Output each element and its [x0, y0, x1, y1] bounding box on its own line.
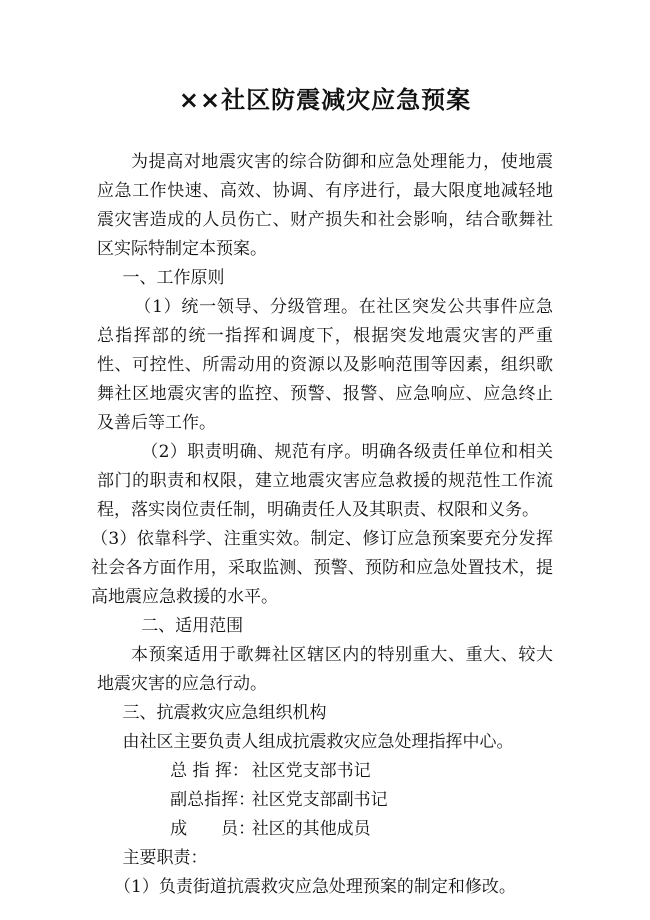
role-person: 社区党支部书记	[251, 761, 371, 781]
organization-paragraph: 由社区主要负责人组成抗震救灾应急处理指挥中心。	[122, 732, 514, 752]
section2-heading: 二、适用范围	[141, 616, 244, 636]
principle-item-3: （3）依靠科学、注重实效。制定、修订应急预案要充分发挥社会各方面作用，采取监测、预警、预防和应急处置技术，提高地震应急救援的水平。	[91, 529, 553, 607]
role-row-commander	[97, 757, 553, 786]
document-title: ××社区防震减灾应急预案	[178, 86, 472, 114]
role-row-deputy	[97, 786, 553, 815]
principle-item-1: （1）统一领导、分级管理。在社区突发公共事件应急总指挥部的统一指挥和调度下，根据突发地震灾害的严重性、可控性、所需动用的资源以及影响范围等因素，组织歌舞社区地震灾害的监控、预警、报警、应急响应、应急终止及善后等工作。	[97, 297, 553, 433]
principle-item-2: （2）职责明确、规范有序。明确各级责任单位和相关部门的职责和权限，建立地震灾害应急救援的规范性工作流程，落实岗位责任制，明确责任人及其职责、权限和义务。	[97, 442, 553, 520]
role-person: 社区党支部副书记	[251, 790, 388, 810]
scope-paragraph: 本预案适用于歌舞社区辖区内的特别重大、重大、较大地震灾害的应急行动。	[97, 645, 553, 694]
intro-paragraph: 为提高对地震灾害的综合防御和应急处理能力，使地震应急工作快速、高效、协调、有序进行，最大限度地减轻地震灾害造成的人员伤亡、财产损失和社会影响，结合歌舞社区实际特制定本预案。	[97, 152, 553, 259]
duties-heading: 主要职责：	[122, 848, 208, 868]
role-person: 社区的其他成员	[251, 819, 371, 839]
document-body	[91, 148, 553, 902]
role-label: 成 员：	[170, 819, 256, 839]
role-label: 总 指 挥：	[170, 761, 249, 781]
role-label: 副总指挥：	[170, 790, 256, 810]
role-row-members	[97, 815, 553, 844]
duty-item-1: （1）负责街道抗震救灾应急处理预案的制定和修改。	[114, 877, 516, 897]
section3-heading: 三、抗震救灾应急组织机构	[122, 703, 327, 723]
section1-heading: 一、工作原则	[122, 268, 225, 288]
